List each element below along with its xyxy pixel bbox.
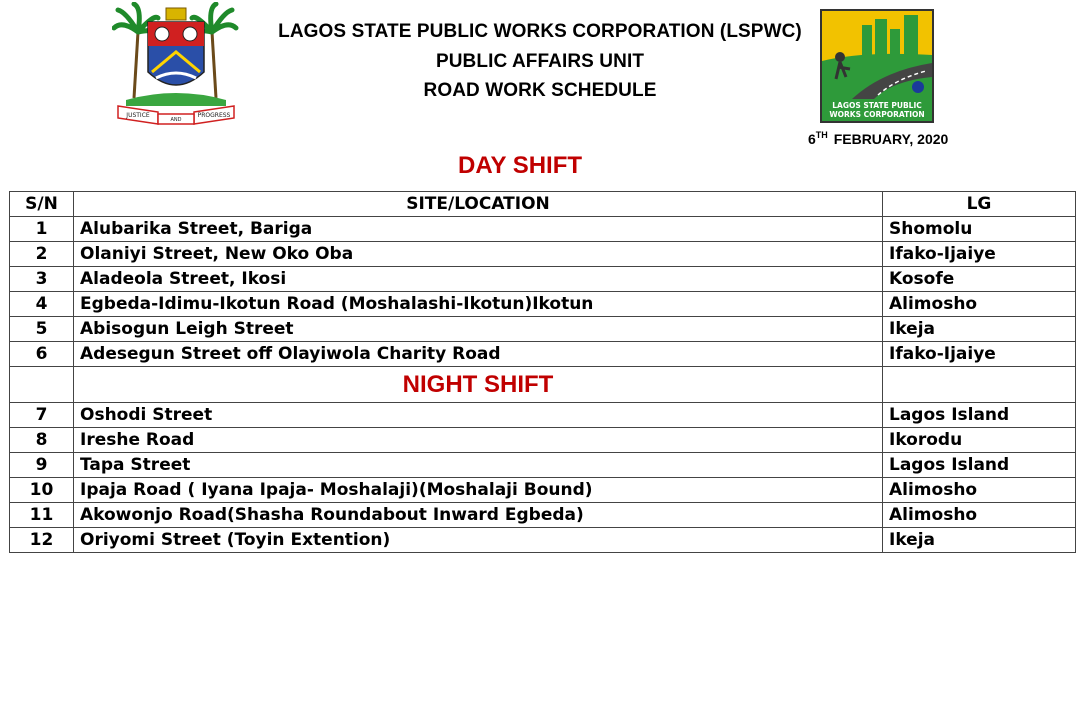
row-site: Alubarika Street, Bariga xyxy=(74,217,883,242)
date-suffix: TH xyxy=(815,130,828,140)
column-header-sn: S/N xyxy=(10,192,74,217)
row-sn: 6 xyxy=(10,342,74,367)
table-row xyxy=(10,217,1076,242)
lagos-state-crest-logo xyxy=(112,2,240,126)
row-lg: Alimosho xyxy=(883,478,1076,503)
row-site: Akowonjo Road(Shasha Roundabout Inward Egbeda) xyxy=(74,503,883,528)
row-site: Oshodi Street xyxy=(74,403,883,428)
row-lg: Alimosho xyxy=(883,292,1076,317)
row-sn: 4 xyxy=(10,292,74,317)
row-site: Egbeda-Idimu-Ikotun Road (Moshalashi-Ikotun)Ikotun xyxy=(74,292,883,317)
row-lg: Kosofe xyxy=(883,267,1076,292)
road-work-schedule-table xyxy=(9,191,1076,553)
table-row xyxy=(10,342,1076,367)
table-header-row xyxy=(10,192,1076,217)
night-shift-empty-lg xyxy=(883,367,1076,403)
table-row xyxy=(10,528,1076,553)
row-sn: 3 xyxy=(10,267,74,292)
table-row xyxy=(10,478,1076,503)
lspwc-logo-text-line1: LAGOS STATE PUBLIC xyxy=(832,101,922,110)
lspwc-logo xyxy=(820,9,934,123)
column-header-site: SITE/LOCATION xyxy=(74,192,883,217)
row-site: Adesegun Street off Olayiwola Charity Road xyxy=(74,342,883,367)
row-lg: Lagos Island xyxy=(883,403,1076,428)
row-sn: 8 xyxy=(10,428,74,453)
corporation-name-heading: LAGOS STATE PUBLIC WORKS CORPORATION (LSPWC) xyxy=(278,21,802,42)
row-sn: 2 xyxy=(10,242,74,267)
row-site: Ireshe Road xyxy=(74,428,883,453)
table-row xyxy=(10,292,1076,317)
row-site: Oriyomi Street (Toyin Extention) xyxy=(74,528,883,553)
table-row xyxy=(10,453,1076,478)
column-header-lg: LG xyxy=(883,192,1076,217)
row-sn: 11 xyxy=(10,503,74,528)
unit-name-heading: PUBLIC AFFAIRS UNIT xyxy=(435,51,645,72)
table-row xyxy=(10,242,1076,267)
row-sn: 5 xyxy=(10,317,74,342)
lspwc-logo-text-line2: WORKS CORPORATION xyxy=(829,110,925,119)
row-sn: 12 xyxy=(10,528,74,553)
row-lg: Alimosho xyxy=(883,503,1076,528)
schedule-title-heading: ROAD WORK SCHEDULE xyxy=(423,80,657,101)
row-site: Olaniyi Street, New Oko Oba xyxy=(74,242,883,267)
row-sn: 9 xyxy=(10,453,74,478)
crest-motto-left: JUSTICE xyxy=(126,112,150,119)
crest-motto-right: PROGRESS xyxy=(197,112,231,119)
table-row xyxy=(10,428,1076,453)
crest-motto-center: AND xyxy=(170,117,182,123)
schedule-date xyxy=(808,130,948,147)
night-shift-row xyxy=(10,367,1076,403)
row-lg: Ikorodu xyxy=(883,428,1076,453)
row-site: Abisogun Leigh Street xyxy=(74,317,883,342)
table-row xyxy=(10,317,1076,342)
lspwc-logo-graphic xyxy=(822,11,932,121)
row-lg: Shomolu xyxy=(883,217,1076,242)
row-site: Ipaja Road ( Iyana Ipaja- Moshalaji)(Moshalaji Bound) xyxy=(74,478,883,503)
row-sn: 10 xyxy=(10,478,74,503)
table-row xyxy=(10,267,1076,292)
day-shift-title: DAY SHIFT xyxy=(457,152,583,179)
table-row xyxy=(10,403,1076,428)
row-site: Tapa Street xyxy=(74,453,883,478)
date-day: 6 xyxy=(808,131,816,147)
date-month-year: FEBRUARY, 2020 xyxy=(833,131,949,147)
row-lg: Ikeja xyxy=(883,317,1076,342)
night-shift-title: NIGHT SHIFT xyxy=(74,367,883,403)
row-site: Aladeola Street, Ikosi xyxy=(74,267,883,292)
night-shift-empty-sn xyxy=(10,367,74,403)
row-lg: Ifako-Ijaiye xyxy=(883,242,1076,267)
table-row xyxy=(10,503,1076,528)
row-lg: Lagos Island xyxy=(883,453,1076,478)
row-sn: 7 xyxy=(10,403,74,428)
row-lg: Ifako-Ijaiye xyxy=(883,342,1076,367)
row-sn: 1 xyxy=(10,217,74,242)
row-lg: Ikeja xyxy=(883,528,1076,553)
